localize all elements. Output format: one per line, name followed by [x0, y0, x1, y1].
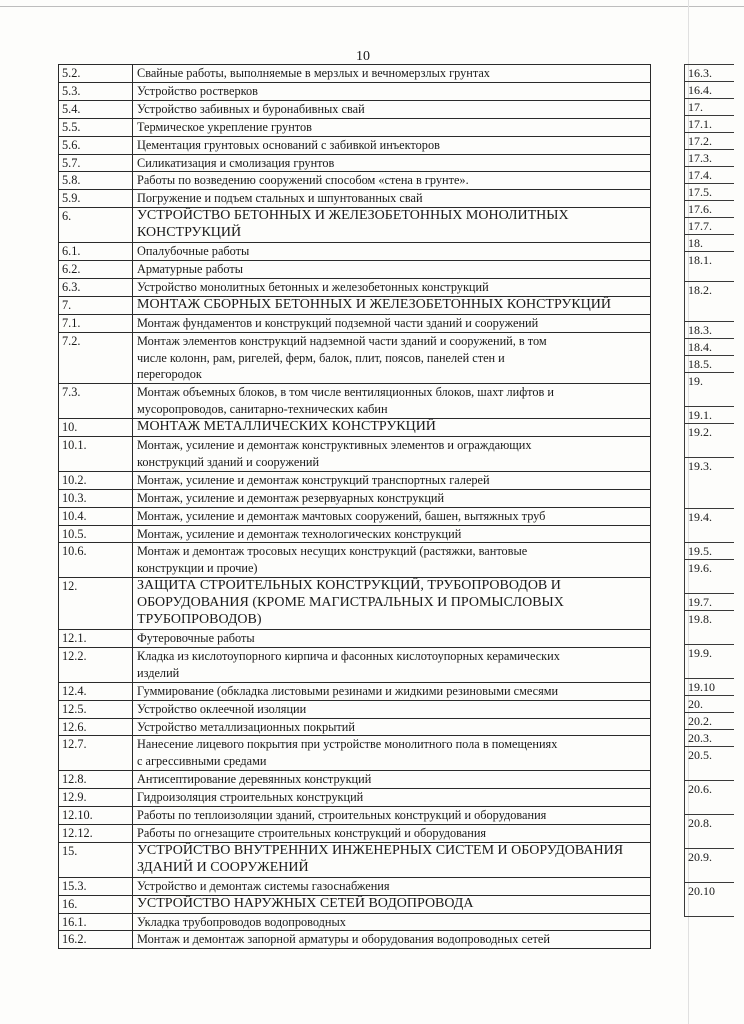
next-page-row: [685, 133, 735, 150]
table-row: [59, 118, 651, 136]
text-line: Гидроизоляция строительных конструкций: [137, 790, 364, 805]
next-page-row-number: 17.2.: [685, 133, 735, 150]
text-line: Гуммирование (обкладка листовыми резинами и жидкими резиновыми смесями: [137, 683, 559, 698]
text-line: Арматурные работы: [137, 261, 244, 276]
table-row: [59, 630, 651, 648]
row-number: 7.: [59, 296, 133, 314]
row-number: 12.5.: [59, 700, 133, 718]
row-number: 5.2.: [59, 65, 133, 83]
table-row: [59, 136, 651, 154]
next-page-row-number: 17.1.: [685, 116, 735, 133]
row-number: 12.9.: [59, 789, 133, 807]
text-line: Монтаж элементов конструкций надземной части зданий и сооружений, в том: [137, 333, 547, 348]
work-description: [133, 384, 651, 419]
table-row: [59, 771, 651, 789]
text-line: Монтаж, усиление и демонтаж резервуарных конструкций: [137, 490, 445, 505]
next-page-row: [685, 543, 735, 560]
work-description: [133, 154, 651, 172]
row-number: 10.3.: [59, 489, 133, 507]
next-page-row-number: 20.8.: [685, 815, 735, 849]
table-row: [59, 154, 651, 172]
next-page-row-number: 20.3.: [685, 730, 735, 747]
text-line: МОНТАЖ МЕТАЛЛИЧЕСКИХ КОНСТРУКЦИЙ: [137, 419, 436, 435]
text-line: Цементация грунтовых оснований с забивкой инъекторов: [137, 137, 440, 152]
next-page-row-number: 17.: [685, 99, 735, 116]
row-number: 5.8.: [59, 172, 133, 190]
section-title: [133, 208, 651, 243]
next-page-row-number: 19.2.: [685, 424, 735, 458]
next-page-row-number: 16.4.: [685, 82, 735, 99]
row-number: 12.12.: [59, 824, 133, 842]
section-heading-row: [59, 895, 651, 913]
table-row: [59, 332, 651, 384]
next-page-row-number: 19.3.: [685, 458, 735, 509]
section-title: [133, 895, 651, 913]
next-page-row: [685, 560, 735, 594]
section-heading-row: [59, 842, 651, 877]
row-number: 6.1.: [59, 243, 133, 261]
text-line: Устройство оклеечной изоляции: [137, 701, 307, 716]
text-line: конструкций зданий и сооружений: [137, 454, 320, 469]
table-row: [59, 437, 651, 472]
text-line: Укладка трубопроводов водопроводных: [137, 914, 346, 929]
table-row: [59, 278, 651, 296]
text-line: Монтаж объемных блоков, в том числе вентиляционных блоков, шахт лифтов и: [137, 385, 555, 400]
table-row: [59, 877, 651, 895]
table-row: [59, 82, 651, 100]
text-line: Силикатизация и смолизация грунтов: [137, 155, 335, 170]
next-page-row: [685, 339, 735, 356]
row-number: 15.: [59, 842, 133, 877]
row-number: 7.1.: [59, 314, 133, 332]
work-description: [133, 243, 651, 261]
row-number: 12.10.: [59, 807, 133, 825]
next-page-row: [685, 282, 735, 322]
row-number: 16.2.: [59, 931, 133, 949]
work-description: [133, 190, 651, 208]
work-description: [133, 82, 651, 100]
next-page-row-number: 19.: [685, 373, 735, 407]
scan-top-edge: [0, 6, 744, 7]
next-page-strip: [684, 64, 734, 917]
row-number: 7.2.: [59, 332, 133, 384]
row-number: 16.: [59, 895, 133, 913]
next-page-row-number: 18.4.: [685, 339, 735, 356]
work-description: [133, 507, 651, 525]
table-row: [59, 260, 651, 278]
table-row: [59, 243, 651, 261]
next-page-row: [685, 65, 735, 82]
row-number: 15.3.: [59, 877, 133, 895]
next-page-row: [685, 201, 735, 218]
table-row: [59, 789, 651, 807]
table-row: [59, 824, 651, 842]
text-line: Устройство и демонтаж системы газоснабжения: [137, 878, 390, 893]
next-page-row-number: 20.9.: [685, 849, 735, 883]
next-page-row-number: 20.6.: [685, 781, 735, 815]
next-page-row: [685, 322, 735, 339]
work-description: [133, 278, 651, 296]
next-page-row: [685, 99, 735, 116]
work-description: [133, 824, 651, 842]
text-line: Устройство забивных и буронабивных свай: [137, 101, 365, 116]
row-number: 7.3.: [59, 384, 133, 419]
work-description: [133, 630, 651, 648]
text-line: Монтаж и демонтаж тросовых несущих конструкций (растяжки, вантовые: [137, 544, 528, 559]
next-page-row: [685, 815, 735, 849]
table-row: [59, 718, 651, 736]
next-page-row: [685, 116, 735, 133]
text-line: Работы по огнезащите строительных конструкций и оборудования: [137, 825, 487, 840]
work-description: [133, 332, 651, 384]
row-number: 12.7.: [59, 736, 133, 771]
next-page-row-number: 17.7.: [685, 218, 735, 235]
next-page-row-number: 19.10: [685, 679, 735, 696]
section-heading-row: [59, 578, 651, 630]
work-description: [133, 260, 651, 278]
next-page-row-number: 18.3.: [685, 322, 735, 339]
row-number: 5.7.: [59, 154, 133, 172]
row-number: 12.2.: [59, 647, 133, 682]
text-line: перегородок: [137, 367, 202, 382]
work-description: [133, 807, 651, 825]
row-number: 10.4.: [59, 507, 133, 525]
next-page-row: [685, 730, 735, 747]
text-line: Футеровочные работы: [137, 631, 255, 645]
section-heading-row: [59, 208, 651, 243]
row-number: 5.9.: [59, 190, 133, 208]
row-number: 6.3.: [59, 278, 133, 296]
row-number: 10.6.: [59, 543, 133, 578]
next-page-row: [685, 509, 735, 543]
work-description: [133, 771, 651, 789]
row-number: 10.: [59, 419, 133, 437]
text-line: Монтаж, усиление и демонтаж конструкций транспортных галерей: [137, 472, 490, 487]
next-page-row-number: 19.5.: [685, 543, 735, 560]
table-row: [59, 736, 651, 771]
next-page-row-number: 17.5.: [685, 184, 735, 201]
next-page-row-number: 20.5.: [685, 747, 735, 781]
row-number: 12.4.: [59, 682, 133, 700]
text-line: Опалубочные работы: [137, 244, 250, 259]
text-line: ОБОРУДОВАНИЯ (КРОМЕ МАГИСТРАЛЬНЫХ И ПРОМЫСЛОВЫХ: [137, 595, 564, 611]
row-number: 12.1.: [59, 630, 133, 648]
section-title: [133, 578, 651, 630]
next-page-row: [685, 458, 735, 509]
text-line: изделий: [137, 665, 180, 680]
next-page-row-number: 20.2.: [685, 713, 735, 730]
row-number: 12.: [59, 578, 133, 630]
text-line: числе колонн, рам, ригелей, ферм, балок, плит, поясов, панелей стен и: [137, 350, 505, 365]
table-row: [59, 384, 651, 419]
text-line: Устройство ростверков: [137, 83, 258, 98]
text-line: УСТРОЙСТВО НАРУЖНЫХ СЕТЕЙ ВОДОПРОВОДА: [137, 895, 474, 911]
row-number: 10.5.: [59, 525, 133, 543]
next-page-row: [685, 679, 735, 696]
text-line: Работы по теплоизоляции зданий, строительных конструкций и оборудования: [137, 808, 547, 823]
next-page-row: [685, 747, 735, 781]
text-line: Кладка из кислотоупорного кирпича и фасонных кислотоупорных керамических: [137, 648, 560, 663]
next-page-row-number: 19.9.: [685, 645, 735, 679]
next-page-row: [685, 82, 735, 99]
next-page-row-number: 19.1.: [685, 407, 735, 424]
next-page-row: [685, 594, 735, 611]
next-page-row: [685, 713, 735, 730]
text-line: Нанесение лицевого покрытия при устройстве монолитного пола в помещениях: [137, 737, 558, 752]
table-row: [59, 647, 651, 682]
text-line: Устройство металлизационных покрытий: [137, 719, 355, 734]
section-heading-row: [59, 419, 651, 437]
work-description: [133, 913, 651, 931]
work-description: [133, 700, 651, 718]
next-page-row: [685, 356, 735, 373]
row-number: 16.1.: [59, 913, 133, 931]
text-line: с агрессивными средами: [137, 754, 267, 769]
table-row: [59, 931, 651, 949]
row-number: 5.6.: [59, 136, 133, 154]
table-row: [59, 682, 651, 700]
text-line: Монтаж, усиление и демонтаж мачтовых сооружений, башен, вытяжных труб: [137, 508, 546, 523]
next-page-table: [684, 64, 734, 917]
text-line: ЗДАНИЙ И СООРУЖЕНИЙ: [137, 859, 309, 875]
next-page-row-number: 19.6.: [685, 560, 735, 594]
table-row: [59, 471, 651, 489]
next-page-row: [685, 781, 735, 815]
text-line: Монтаж и демонтаж запорной арматуры и оборудования водопроводных сетей: [137, 932, 550, 947]
next-page-row-number: 19.8.: [685, 611, 735, 645]
table-row: [59, 314, 651, 332]
text-line: УСТРОЙСТВО ВНУТРЕННИХ ИНЖЕНЕРНЫХ СИСТЕМ И ОБОРУДОВАНИЯ: [137, 842, 624, 858]
text-line: Монтаж фундаментов и конструкций подземной части зданий и сооружений: [137, 315, 539, 330]
text-line: КОНСТРУКЦИЙ: [137, 225, 242, 241]
table-row: [59, 65, 651, 83]
next-page-row-number: 18.2.: [685, 282, 735, 322]
work-description: [133, 789, 651, 807]
text-line: ТРУБОПРОВОДОВ): [137, 612, 262, 628]
next-page-row: [685, 167, 735, 184]
work-description: [133, 718, 651, 736]
text-line: Антисептирование деревянных конструкций: [137, 772, 372, 787]
table-row: [59, 913, 651, 931]
text-line: мусоропроводов, санитарно-технических кабин: [137, 402, 388, 417]
table-row: [59, 190, 651, 208]
work-description: [133, 471, 651, 489]
text-line: Погружение и подъем стальных и шпунтованных свай: [137, 191, 423, 206]
row-number: 12.6.: [59, 718, 133, 736]
row-number: 6.: [59, 208, 133, 243]
table-row: [59, 807, 651, 825]
row-number: 10.1.: [59, 437, 133, 472]
next-page-row: [685, 235, 735, 252]
row-number: 6.2.: [59, 260, 133, 278]
work-description: [133, 543, 651, 578]
row-number: 10.2.: [59, 471, 133, 489]
table-row: [59, 700, 651, 718]
next-page-row: [685, 150, 735, 167]
table-row: [59, 543, 651, 578]
page-number: 10: [356, 49, 370, 64]
next-page-row-number: 18.: [685, 235, 735, 252]
next-page-row: [685, 407, 735, 424]
next-page-row-number: 17.3.: [685, 150, 735, 167]
text-line: МОНТАЖ СБОРНЫХ БЕТОННЫХ И ЖЕЛЕЗОБЕТОННЫХ КОНСТРУКЦИЙ: [137, 296, 611, 312]
text-line: Работы по возведению сооружений способом «стена в грунте».: [137, 173, 469, 188]
section-title: [133, 842, 651, 877]
text-line: конструкции и прочие): [137, 561, 258, 576]
row-number: 5.3.: [59, 82, 133, 100]
table-row: [59, 489, 651, 507]
table-row: [59, 100, 651, 118]
next-page-row-number: 18.1.: [685, 252, 735, 282]
text-line: ЗАЩИТА СТРОИТЕЛЬНЫХ КОНСТРУКЦИЙ, ТРУБОПРОВОДОВ И: [137, 578, 561, 594]
work-description: [133, 314, 651, 332]
next-page-row-number: 18.5.: [685, 356, 735, 373]
work-description: [133, 437, 651, 472]
next-page-row: [685, 424, 735, 458]
section-heading-row: [59, 296, 651, 314]
next-page-row: [685, 645, 735, 679]
table-row: [59, 172, 651, 190]
text-line: Термическое укрепление грунтов: [137, 119, 312, 134]
table-row: [59, 507, 651, 525]
section-title: [133, 296, 651, 314]
work-description: [133, 172, 651, 190]
row-number: 5.4.: [59, 100, 133, 118]
next-page-row: [685, 184, 735, 201]
next-page-row: [685, 373, 735, 407]
text-line: Монтаж, усиление и демонтаж технологических конструкций: [137, 526, 462, 541]
next-page-row: [685, 696, 735, 713]
work-description: [133, 118, 651, 136]
next-page-row-number: 17.6.: [685, 201, 735, 218]
work-description: [133, 877, 651, 895]
works-table: [58, 64, 651, 949]
next-page-row-number: 20.: [685, 696, 735, 713]
table-row: [59, 525, 651, 543]
row-number: 12.8.: [59, 771, 133, 789]
row-number: 5.5.: [59, 118, 133, 136]
text-line: Устройство монолитных бетонных и железобетонных конструкций: [137, 279, 489, 294]
work-description: [133, 736, 651, 771]
next-page-row: [685, 218, 735, 235]
next-page-row-number: 20.10: [685, 883, 735, 917]
next-page-row-number: 17.4.: [685, 167, 735, 184]
text-line: УСТРОЙСТВО БЕТОННЫХ И ЖЕЛЕЗОБЕТОННЫХ МОНОЛИТНЫХ: [137, 208, 569, 224]
next-page-row-number: 19.4.: [685, 509, 735, 543]
work-description: [133, 489, 651, 507]
work-description: [133, 65, 651, 83]
text-line: Свайные работы, выполняемые в мерзлых и вечномерзлых грунтах: [137, 66, 490, 80]
next-page-row: [685, 611, 735, 645]
text-line: Монтаж, усиление и демонтаж конструктивных элементов и ограждающих: [137, 438, 532, 453]
work-description: [133, 682, 651, 700]
next-page-row: [685, 883, 735, 917]
work-description: [133, 931, 651, 949]
next-page-row-number: 19.7.: [685, 594, 735, 611]
next-page-row: [685, 252, 735, 282]
work-description: [133, 647, 651, 682]
next-page-row-number: 16.3.: [685, 65, 735, 82]
next-page-row: [685, 849, 735, 883]
work-description: [133, 136, 651, 154]
work-description: [133, 100, 651, 118]
work-description: [133, 525, 651, 543]
section-title: [133, 419, 651, 437]
